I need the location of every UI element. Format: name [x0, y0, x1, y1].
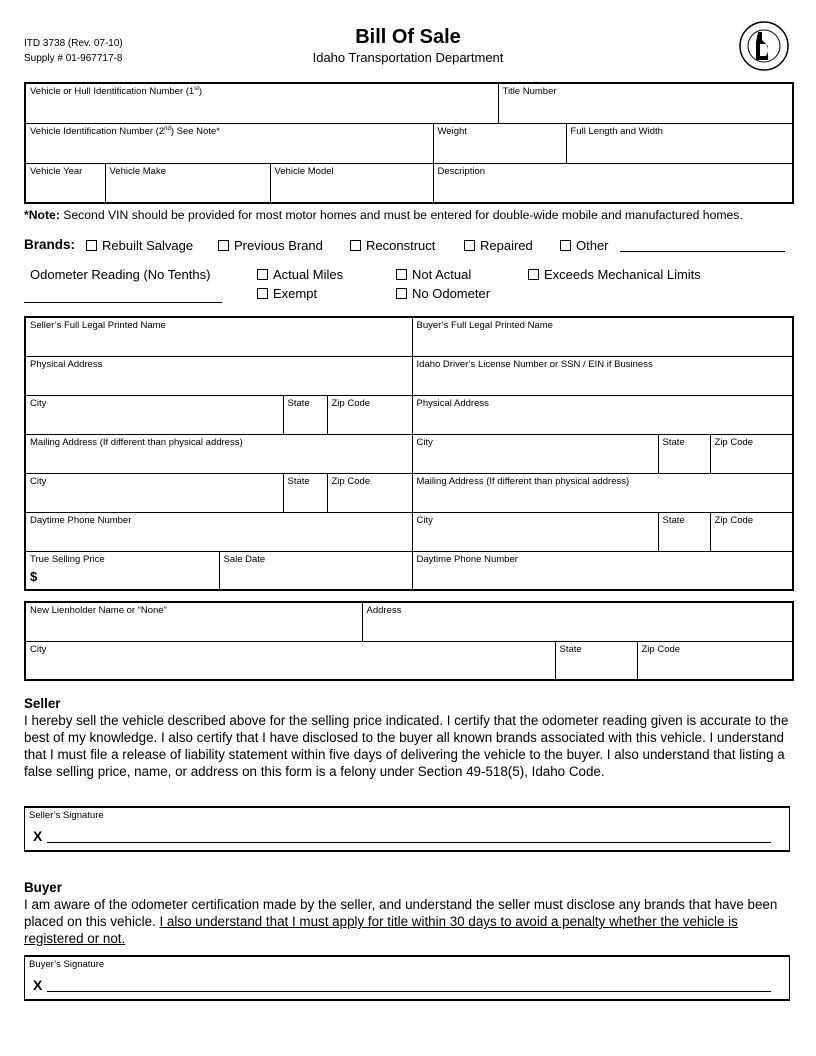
odometer-exempt[interactable]: Exempt: [257, 286, 317, 301]
true-selling-price-field[interactable]: True Selling Price $: [25, 551, 219, 590]
brand-other-input-line[interactable]: [620, 251, 785, 252]
lienholder-city-field[interactable]: City: [25, 641, 555, 680]
seller-signature-box[interactable]: Seller’s Signature X: [24, 806, 790, 852]
checkbox-icon[interactable]: [86, 240, 97, 251]
checkbox-icon[interactable]: [218, 240, 229, 251]
seller-name-field[interactable]: Seller’s Full Legal Printed Name: [25, 317, 412, 356]
seller-mailing-address-field[interactable]: Mailing Address (If different than physical address): [25, 434, 412, 473]
lienholder-zip-field[interactable]: Zip Code: [637, 641, 793, 680]
seller-heading: Seller: [24, 696, 61, 711]
lienholder-state-field[interactable]: State: [555, 641, 637, 680]
description-field[interactable]: Description: [433, 163, 793, 203]
odometer-actual-miles[interactable]: Actual Miles: [257, 267, 343, 282]
seller-city2-field[interactable]: City: [25, 473, 283, 512]
seller-state2-field[interactable]: State: [283, 473, 327, 512]
buyer-mailing-address-field[interactable]: Mailing Address (If different than physical address): [412, 473, 793, 512]
odometer-no-odometer[interactable]: No Odometer: [396, 286, 490, 301]
brand-repaired[interactable]: Repaired: [464, 238, 533, 253]
odometer-not-actual[interactable]: Not Actual: [396, 267, 471, 282]
buyer-zip2-field[interactable]: Zip Code: [710, 512, 793, 551]
checkbox-icon[interactable]: [257, 288, 268, 299]
brand-rebuilt-salvage[interactable]: Rebuilt Salvage: [86, 238, 193, 253]
odometer-label: Odometer Reading (No Tenths): [30, 267, 211, 282]
odometer-exceeds-limits[interactable]: Exceeds Mechanical Limits: [528, 267, 701, 282]
buyer-heading: Buyer: [24, 880, 62, 895]
title-number-field[interactable]: Title Number: [498, 83, 793, 123]
seller-city-field[interactable]: City: [25, 395, 283, 434]
form-number-block: [24, 36, 123, 66]
seller-signature-line[interactable]: [47, 842, 771, 843]
seller-text: I hereby sell the vehicle described above for the selling price indicated. I certify that the odometer reading given is accurate to the best of my knowledge. I also certify that I have disclosed to the buyer all known brands associated with this vehicle. I understand that I must file a release of liability statement within five days of delivering the vehicle to the buyer. I also understand that listing a false selling price, name, or address on this form is a felony under Section 49-518(5), Idaho Code.: [24, 713, 789, 779]
checkbox-icon[interactable]: [528, 269, 539, 280]
brands-label: Brands:: [24, 237, 76, 252]
odometer-reading-input-line[interactable]: [24, 302, 222, 303]
weight-field[interactable]: Weight: [433, 123, 566, 163]
buyer-text-underlined: I also understand that I must apply for title within 30 days to avoid a penalty whether the vehicle is registered or not.: [24, 914, 738, 946]
seller-buyer-table: [24, 316, 794, 591]
vehicle-model-field[interactable]: Vehicle Model: [270, 163, 433, 203]
buyer-state2-field[interactable]: State: [658, 512, 710, 551]
brand-other[interactable]: Other: [560, 238, 609, 253]
seller-zip-field[interactable]: Zip Code: [327, 395, 412, 434]
page-title: Bill Of Sale: [355, 26, 461, 48]
checkbox-icon[interactable]: [396, 269, 407, 280]
brand-reconstruct[interactable]: Reconstruct: [350, 238, 435, 253]
buyer-city2-field[interactable]: City: [412, 512, 658, 551]
vehicle-info-table: [24, 82, 794, 204]
buyer-signature-box[interactable]: Buyer’s Signature X: [24, 955, 790, 1001]
buyer-zip-field[interactable]: Zip Code: [710, 434, 793, 473]
checkbox-icon[interactable]: [560, 240, 571, 251]
brand-previous-brand[interactable]: Previous Brand: [218, 238, 323, 253]
buyer-city-field[interactable]: City: [412, 434, 658, 473]
buyer-text: I am aware of the odometer certification made by the seller, and understand the seller must disclose any brands that have been placed on this vehicle.: [24, 897, 778, 929]
sale-date-field[interactable]: Sale Date: [219, 551, 412, 590]
lienholder-table: [24, 601, 794, 681]
seller-phone-field[interactable]: Daytime Phone Number: [25, 512, 412, 551]
length-width-field[interactable]: Full Length and Width: [566, 123, 793, 163]
lienholder-address-field[interactable]: Address: [362, 602, 793, 641]
buyer-name-field[interactable]: Buyer’s Full Legal Printed Name: [412, 317, 793, 356]
buyer-license-field[interactable]: Idaho Driver’s License Number or SSN / EIN if Business: [412, 356, 793, 395]
checkbox-icon[interactable]: [350, 240, 361, 251]
dollar-sign: $: [30, 568, 38, 584]
checkbox-icon[interactable]: [396, 288, 407, 299]
vehicle-year-field[interactable]: Vehicle Year: [25, 163, 105, 203]
vehicle-make-field[interactable]: Vehicle Make: [105, 163, 270, 203]
form-number: ITD 3738 (Rev. 07-10): [24, 38, 123, 49]
seller-signature-x: X: [33, 828, 43, 844]
supply-number: Supply # 01-967717-8: [24, 53, 123, 64]
lienholder-name-field[interactable]: New Lienholder Name or “None”: [25, 602, 362, 641]
vin-note: *Note: Second VIN should be provided for most motor homes and must be entered for double-wide mobile and manufactured homes.: [24, 208, 743, 222]
seller-state-field[interactable]: State: [283, 395, 327, 434]
seller-zip2-field[interactable]: Zip Code: [327, 473, 412, 512]
seller-physical-address-field[interactable]: Physical Address: [25, 356, 412, 395]
checkbox-icon[interactable]: [464, 240, 475, 251]
seller-certification: [24, 695, 796, 780]
buyer-signature-line[interactable]: [47, 991, 771, 992]
buyer-state-field[interactable]: State: [658, 434, 710, 473]
vin1-field[interactable]: Vehicle or Hull Identification Number (1st): [25, 83, 498, 123]
page-subtitle: Idaho Transportation Department: [312, 50, 504, 65]
buyer-phone-field[interactable]: Daytime Phone Number: [412, 551, 793, 590]
vin2-field[interactable]: Vehicle Identification Number (2nd) See Note*: [25, 123, 433, 163]
idaho-seal-logo: [738, 20, 790, 72]
buyer-physical-address-field[interactable]: Physical Address: [412, 395, 793, 434]
buyer-signature-x: X: [33, 977, 43, 993]
buyer-certification: [24, 879, 796, 947]
checkbox-icon[interactable]: [257, 269, 268, 280]
